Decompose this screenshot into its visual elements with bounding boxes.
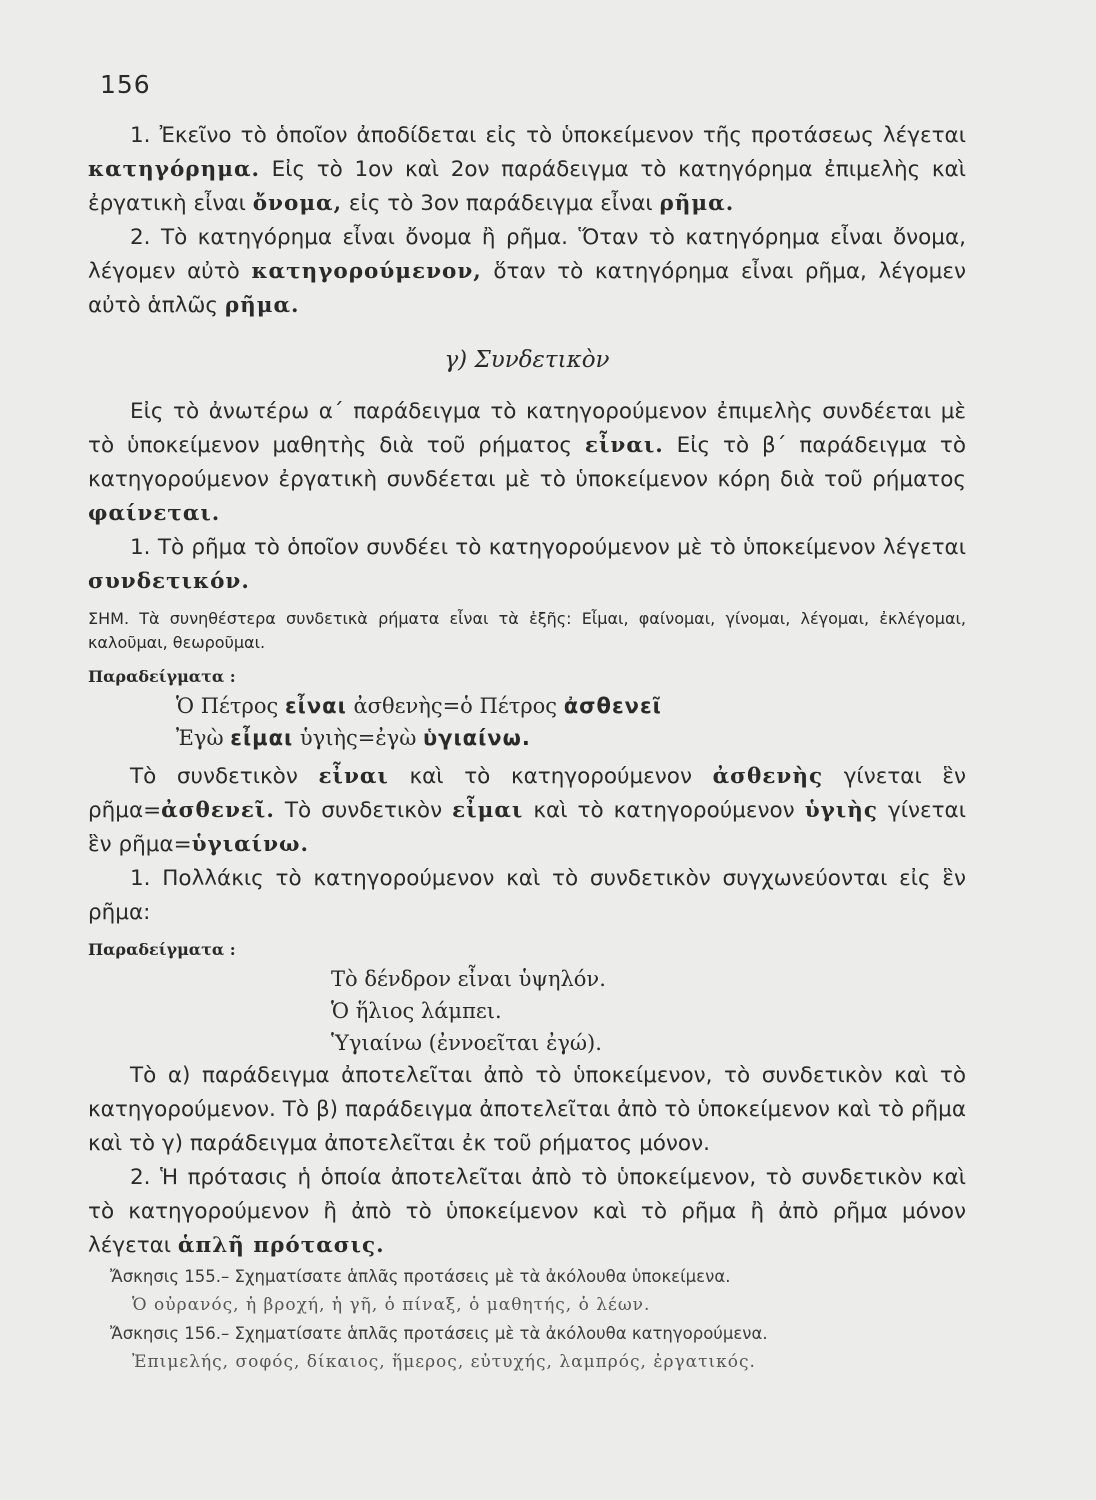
text-run: Τὸ συνδετικὸν <box>130 764 319 789</box>
examples-label: Παραδείγματα : <box>88 667 236 686</box>
paragraph-example-analysis: Τὸ α) παράδειγμα ἀποτελεῖται ἀπὸ τὸ ὑποκείμενον, τὸ συνδετικὸν καὶ τὸ κατηγορούμενον. Τὸ β) παράδειγμα ἀποτελεῖται ἀπὸ τὸ ὑποκείμενον καὶ τὸ ρῆμα καὶ τὸ γ) παράδειγμα ἀποτελεῖται ἐκ τοῦ ρήματος μόνον. <box>88 1063 966 1156</box>
paragraph-simple-sentence <box>88 1161 966 1263</box>
text-run: γίνεται ἓν ρῆμα= <box>88 764 966 823</box>
bold-term: εἶναι <box>284 694 347 718</box>
text-run: 1. Τὸ ρῆμα τὸ ὁποῖον συνδέει τὸ κατηγορούμενον μὲ τὸ ὑποκείμενον λέγεται <box>130 535 966 560</box>
bold-term: ἀσθενεῖ. <box>161 798 275 823</box>
text-run: 1. Ἐκεῖνο τὸ ὁποῖον ἀποδίδεται εἰς τὸ ὑποκείμενον τῆς προτάσεως λέγεται <box>130 123 966 148</box>
paragraph-copula-intro <box>88 395 966 531</box>
bold-term: ὑγιαίνω. <box>191 832 309 857</box>
bold-term: εἶμαι <box>452 798 524 823</box>
text-run: ἀσθενὴς=ὁ Πέτρος <box>346 694 564 718</box>
text-run: καὶ τὸ κατηγορούμενον <box>523 798 805 823</box>
text-run: καὶ τὸ κατηγορούμενον <box>388 764 713 789</box>
text-run: ὑγιὴς=ἐγὼ <box>293 726 423 750</box>
bold-term: ρῆμα. <box>224 293 300 318</box>
bold-term: εἶναι <box>318 764 389 789</box>
example-line: Τὸ δένδρον εἶναι ὑψηλόν. <box>331 967 606 991</box>
text-run: Εἰς τὸ ἀνωτέρω α΄ παράδειγμα τὸ κατηγορούμενον ἐπιμελὴς συνδέεται μὲ τὸ ὑποκείμενον μαθητὴς διὰ τοῦ ρήματος <box>88 399 966 458</box>
bold-term: ἀσθενὴς <box>712 764 824 789</box>
paragraph-predicate-definition <box>88 119 966 221</box>
bold-term: ὑγιαίνω. <box>423 726 531 750</box>
bold-term: ρῆμα. <box>659 191 735 216</box>
examples-label: Παραδείγματα : <box>88 940 236 959</box>
text-run: 2. Τὸ κατηγόρημα εἶναι ὄνομα ἢ ρῆμα. Ὅταν τὸ κατηγόρημα εἶναι ὄνομα, λέγομεν αὐτὸ <box>88 225 966 284</box>
text-run: Ἐγὼ <box>176 726 231 750</box>
text-run: εἰς τὸ 3ον παράδειγμα εἶναι <box>342 191 660 216</box>
page-number: 156 <box>100 70 151 99</box>
bold-term: κατηγορούμενον, <box>251 259 482 284</box>
text-run: γίνεται ἓν ρῆμα= <box>88 798 966 857</box>
example-line: Ὑγιαίνω (ἐννοεῖται ἐγώ). <box>331 1031 602 1055</box>
bold-term: ὑγιὴς <box>804 798 878 823</box>
text-run: Εἰς τὸ 1ον καὶ 2ον παράδειγμα τὸ κατηγόρημα ἐπιμελὴς καὶ ἐργατικὴ εἶναι <box>88 157 966 216</box>
exercise-156-list: Ἐπιμελής, σοφός, δίκαιος, ἥμερος, εὐτυχής, λαμπρός, ἐργατικός. <box>132 1352 756 1372</box>
paragraph-fusion: 1. Πολλάκις τὸ κατηγορούμενον καὶ τὸ συνδετικὸν συγχωνεύονται εἰς ἓν ρῆμα: <box>88 866 966 925</box>
paragraph-predicate-types <box>88 221 966 323</box>
bold-term: κατηγόρημα. <box>88 157 260 182</box>
example-line: Ὁ ἥλιος λάμπει. <box>331 999 502 1023</box>
bold-term: συνδετικόν. <box>88 569 250 594</box>
paragraph-copula-merge <box>88 760 966 862</box>
text-run: 2. Ἡ πρότασις ἡ ὁποία ἀποτελεῖται ἀπὸ τὸ ὑποκείμενον, τὸ συνδετικὸν καὶ τὸ κατηγορούμενον ἢ ἀπὸ τὸ ὑποκείμενον καὶ τὸ ρῆμα ἢ ἀπὸ ρῆμα μόνον λέγεται <box>88 1165 966 1258</box>
bold-term: ἁπλῆ πρότασις. <box>177 1233 385 1258</box>
text-run: Εἰς τὸ β΄ παράδειγμα τὸ κατηγορούμενον ἐργατικὴ συνδέεται μὲ τὸ ὑποκείμενον κόρη διὰ τοῦ ρήματος <box>88 433 966 492</box>
examples-block <box>331 963 966 1059</box>
example-line <box>176 722 966 754</box>
example-line <box>176 690 966 722</box>
exercise-155: Ἄσκησις 155.– Σχηματίσατε ἁπλᾶς προτάσεις μὲ τὰ ἀκόλουθα ὑποκείμενα. <box>110 1267 731 1286</box>
text-run: Τὸ συνδετικὸν <box>274 798 453 823</box>
bold-term: εἶμαι <box>230 726 294 750</box>
paragraph-copula-definition <box>88 531 966 599</box>
exercise-156: Ἄσκησις 156.– Σχηματίσατε ἁπλᾶς προτάσεις μὲ τὰ ἀκόλουθα κατηγορούμενα. <box>110 1324 768 1343</box>
text-run: Ὁ Πέτρος <box>176 694 285 718</box>
section-title: γ) Συνδετικὸν <box>444 347 610 373</box>
note: ΣΗΜ. Τὰ συνηθέστερα συνδετικὰ ρήματα εἶναι τὰ ἑξῆς: Εἶμαι, φαίνομαι, γίνομαι, λέγομαι, ἐκλέγομαι, καλοῦμαι, θεωροῦμαι. <box>88 609 966 652</box>
bold-term: ὄνομα, <box>252 191 343 216</box>
bold-term: εἶναι. <box>584 433 664 458</box>
bold-term: ἀσθενεῖ <box>563 694 662 718</box>
exercise-155-list: Ὁ οὐρανός, ἡ βροχή, ἡ γῆ, ὁ πίναξ, ὁ μαθητής, ὁ λέων. <box>132 1295 651 1315</box>
text-run: ὅταν τὸ κατηγόρημα εἶναι ρῆμα, λέγομεν αὐτὸ ἁπλῶς <box>88 259 966 318</box>
bold-term: φαίνεται. <box>88 501 221 526</box>
